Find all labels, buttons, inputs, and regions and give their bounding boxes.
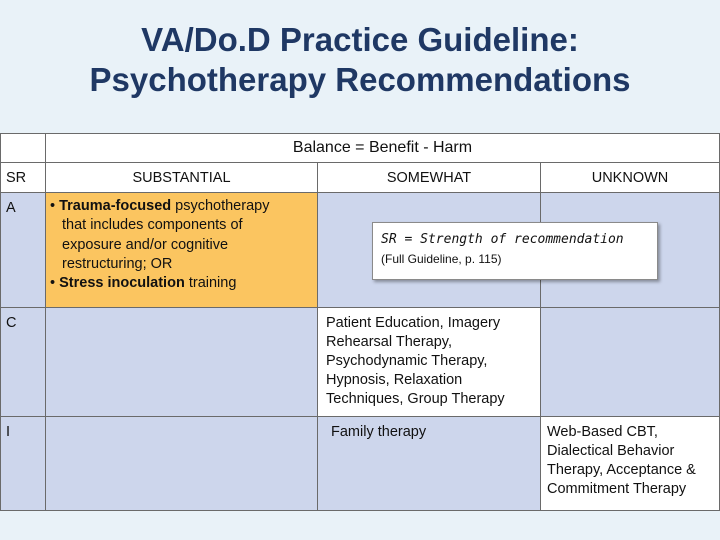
row-i-grade <box>0 416 46 511</box>
row-a-grade-text: A <box>6 200 16 216</box>
title-line-2: Psychotherapy Recommendations <box>89 61 631 98</box>
row-c-somewhat-line: Patient Education, Imagery <box>326 315 501 331</box>
row-c-substantial <box>45 307 318 417</box>
row-c-somewhat-line: Rehearsal Therapy, <box>326 334 453 350</box>
row-a-item-1-rest: psychotherapy <box>171 198 270 214</box>
table-caption-text: Balance = Benefit - Harm <box>292 139 473 156</box>
row-a-item-1-bold: Trauma-focused <box>59 198 172 214</box>
row-i-somewhat <box>317 416 541 511</box>
row-c-grade-text: C <box>6 315 17 331</box>
row-i-unknown-line: Commitment Therapy <box>547 481 687 497</box>
row-i-grade-text: I <box>6 424 11 440</box>
row-i-unknown <box>540 416 720 511</box>
row-a-substantial-text <box>50 197 269 293</box>
row-i-substantial <box>45 416 318 511</box>
row-i-unknown-line: Web-Based CBT, <box>547 424 658 440</box>
row-c-grade <box>0 307 46 417</box>
row-a-item-2-rest: training <box>184 275 237 292</box>
row-a-item-2-bold: Stress inoculation <box>59 275 185 292</box>
sr-legend-callout <box>372 222 658 280</box>
header-substantial <box>45 162 318 193</box>
sr-legend-title: SR = Strength of recommendation <box>381 232 624 247</box>
sr-legend-source: (Full Guideline, p. 115) <box>381 252 502 266</box>
row-a-item-1-line-4: restructuring; OR <box>62 255 173 272</box>
table-caption <box>45 133 720 163</box>
table-corner-cell <box>0 133 46 163</box>
header-sr <box>0 162 46 193</box>
row-a-item-1-line-2: that includes components of <box>62 217 243 234</box>
row-c-somewhat-line: Psychodynamic Therapy, <box>326 353 488 369</box>
row-a-grade <box>0 192 46 308</box>
page-title <box>0 20 720 100</box>
row-a-item-2: • Stress inoculation training <box>50 275 237 292</box>
header-sr-text: SR <box>6 170 27 186</box>
row-i-unknown-line: Dialectical Behavior <box>547 443 675 459</box>
row-a-item-1: • Trauma-focused psychotherapy <box>50 198 270 214</box>
row-a-item-1-line-3: exposure and/or cognitive <box>62 236 229 253</box>
row-c-unknown <box>540 307 720 417</box>
header-somewhat-text: SOMEWHAT <box>386 170 472 186</box>
title-line-1: VA/Do.D Practice Guideline: <box>141 21 579 58</box>
row-i-somewhat-text: Family therapy <box>331 424 427 440</box>
header-somewhat <box>317 162 541 193</box>
row-c-somewhat <box>317 307 541 417</box>
header-substantial-text: SUBSTANTIAL <box>132 170 231 186</box>
row-c-somewhat-line: Hypnosis, Relaxation <box>326 372 463 388</box>
header-unknown-text: UNKNOWN <box>591 170 669 186</box>
row-i-unknown-line: Therapy, Acceptance & <box>547 462 696 478</box>
header-unknown <box>540 162 720 193</box>
row-c-somewhat-line: Techniques, Group Therapy <box>326 391 505 407</box>
